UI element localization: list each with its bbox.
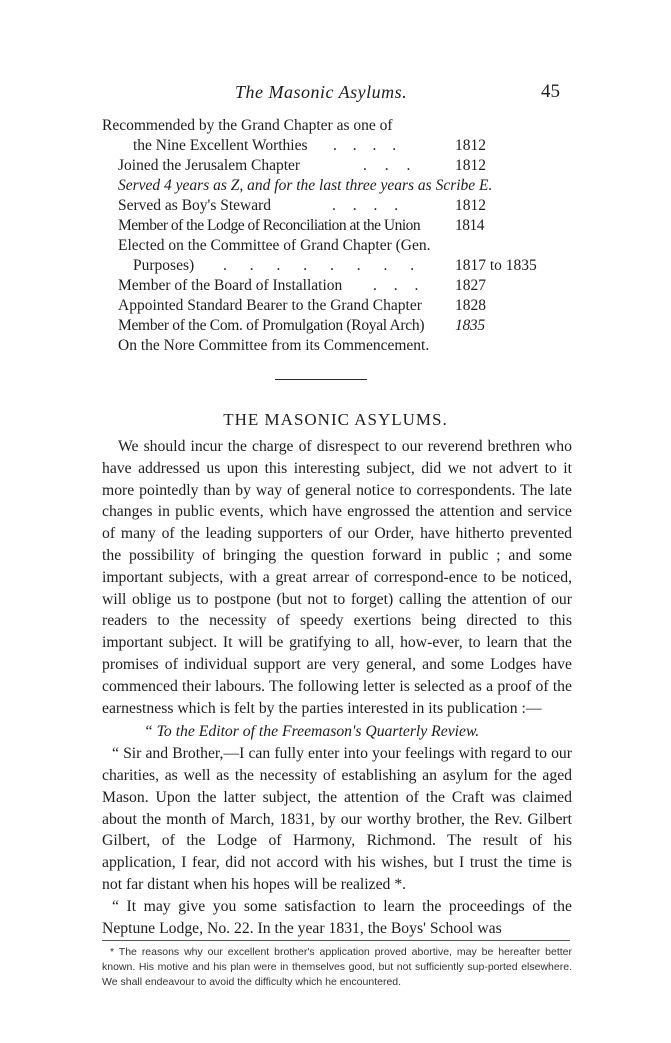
letter-paragraph: “ Sir and Brother,—I can fully enter into your feelings with regard to our charities, as well as the necessity of establishing an asylum for the aged Mason. Upon the latter subject, the attention of the Craft was claimed about the month of March, 1831, by our worthy brother, the Rev. Gilbert Gilbert, of the Lodge of Harmony, Richmond. The result of his application, I fear, did not accord with his wishes, but I trust the time is not far distant when his hopes will be realized *. bbox=[102, 745, 572, 893]
honour-year: 1812 bbox=[455, 157, 486, 174]
leader-dots: . . . . . . . . bbox=[223, 257, 415, 274]
running-head-title: The Masonic Asylums. bbox=[235, 82, 408, 102]
honour-label: Member of the Board of Installation bbox=[118, 277, 343, 294]
leader-dots: . . . . bbox=[333, 137, 397, 154]
section-divider bbox=[275, 379, 367, 380]
section-title bbox=[0, 410, 671, 430]
honour-label: Recommended by the Grand Chapter as one of bbox=[102, 117, 393, 134]
honour-year: 1817 to 1835 bbox=[455, 257, 537, 274]
letter-salutation-heading: “ To the Editor of the Freemason's Quarterly Review. bbox=[144, 723, 480, 741]
section-title-text: THE MASONIC ASYLUMS. bbox=[223, 410, 448, 429]
honour-label: Served as Boy's Steward bbox=[118, 197, 272, 214]
honour-year: 1828 bbox=[455, 297, 486, 314]
honour-label: Purposes) bbox=[133, 257, 195, 274]
honour-label: the Nine Excellent Worthies bbox=[133, 137, 308, 154]
honour-label: Member of the Com. of Promulgation (Royal Arch) bbox=[118, 317, 425, 334]
footnote-text: * The reasons why our excellent brother's application proved abortive, may be hereafter better known. His motive and his plan were in themselves good, but not sufficiently sup-ported elsewhere. We shall endeavour to avoid the difficulty which he encountered. bbox=[102, 946, 572, 988]
footnote-rule bbox=[102, 940, 570, 941]
letter-paragraph: “ It may give you some satisfaction to learn the proceedings of the Neptune Lodge, No. 22. In the year 1831, the Boys' School was bbox=[102, 897, 572, 937]
honour-year: 1814 bbox=[455, 217, 484, 234]
honour-year: 1812 bbox=[455, 197, 486, 214]
running-head bbox=[0, 82, 671, 108]
honour-label: Elected on the Committee of Grand Chapter (Gen. bbox=[118, 237, 431, 254]
leader-dots: . . . bbox=[363, 157, 411, 174]
leader-dots: . . . bbox=[373, 277, 419, 294]
page-number: 45 bbox=[541, 81, 560, 102]
honour-label: Member of the Lodge of Reconciliation at the Union bbox=[118, 217, 421, 234]
honour-label: Served 4 years as Z, and for the last three years as Scribe E. bbox=[118, 177, 493, 194]
honour-label: On the Nore Committee from its Commencement. bbox=[118, 337, 430, 354]
honour-year: 1827 bbox=[455, 277, 486, 294]
honour-label: Joined the Jerusalem Chapter bbox=[118, 157, 301, 174]
article-body bbox=[102, 436, 572, 939]
honour-label: Appointed Standard Bearer to the Grand Chapter bbox=[118, 297, 422, 314]
leader-dots: . . . . bbox=[332, 197, 399, 214]
footnote bbox=[102, 945, 572, 990]
honour-year: 1812 bbox=[455, 137, 486, 154]
honour-year: 1835 bbox=[455, 317, 485, 334]
intro-paragraph: We should incur the charge of disrespect to our reverend brethren who have addressed us upon this interesting subject, did we not advert to it more pointedly than by way of general notice to correspondents. The late changes in public events, which have engrossed the attention and service of many of the leading supporters of our Order, have hitherto prevented the possibility of bringing the question forward in public ; and some important subjects, with a great arrear of correspond-ence to be noticed, will oblige us to postpone (but not to forget) calling the attention of our readers to the necessity of speedy exertions being directed to this important subject. It will be gratifying to all, how-ever, to learn that the promises of individual support are very general, and some Lodges have commenced their labours. The following letter is selected as a proof of the earnestness which is felt by the parties interested in its publication :— bbox=[102, 438, 572, 717]
